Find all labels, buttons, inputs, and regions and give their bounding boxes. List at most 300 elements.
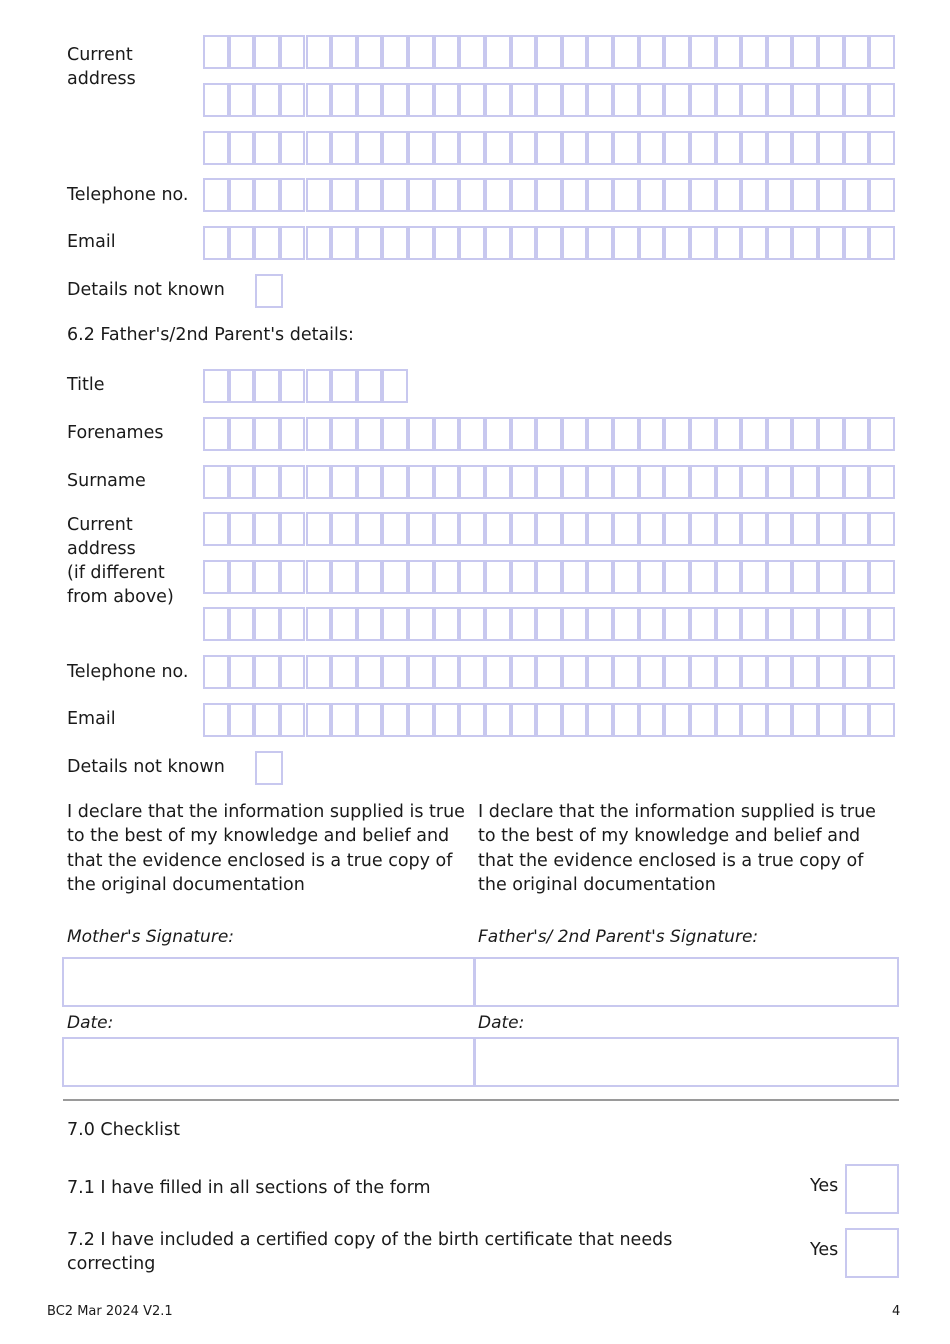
character-box[interactable] [408, 83, 434, 117]
character-box[interactable] [229, 35, 255, 69]
character-box[interactable] [280, 178, 306, 212]
character-box[interactable] [485, 512, 511, 546]
character-box[interactable] [818, 703, 844, 737]
character-box[interactable] [331, 560, 357, 594]
character-box[interactable] [280, 83, 306, 117]
character-box[interactable] [408, 131, 434, 165]
character-box[interactable] [869, 655, 895, 689]
mother-address-line-2-field[interactable] [203, 83, 897, 117]
character-box[interactable] [254, 35, 280, 69]
character-box[interactable] [331, 512, 357, 546]
character-box[interactable] [357, 560, 383, 594]
character-box[interactable] [664, 178, 690, 212]
character-box[interactable] [382, 417, 408, 451]
character-box[interactable] [203, 178, 229, 212]
character-box[interactable] [434, 131, 460, 165]
character-box[interactable] [792, 607, 818, 641]
character-box[interactable] [767, 465, 793, 499]
character-box[interactable] [664, 560, 690, 594]
character-box[interactable] [639, 655, 665, 689]
character-box[interactable] [664, 131, 690, 165]
character-box[interactable] [254, 560, 280, 594]
father-address-line-3-field[interactable] [203, 607, 897, 641]
character-box[interactable] [613, 655, 639, 689]
character-box[interactable] [280, 607, 306, 641]
character-box[interactable] [741, 178, 767, 212]
character-box[interactable] [254, 226, 280, 260]
character-box[interactable] [485, 607, 511, 641]
character-box[interactable] [844, 131, 870, 165]
character-box[interactable] [203, 83, 229, 117]
character-box[interactable] [613, 417, 639, 451]
character-box[interactable] [741, 83, 767, 117]
father-email-field[interactable] [203, 703, 897, 737]
character-box[interactable] [485, 131, 511, 165]
character-box[interactable] [741, 512, 767, 546]
character-box[interactable] [690, 131, 716, 165]
character-box[interactable] [818, 560, 844, 594]
character-box[interactable] [818, 465, 844, 499]
character-box[interactable] [613, 607, 639, 641]
character-box[interactable] [434, 83, 460, 117]
character-box[interactable] [203, 35, 229, 69]
character-box[interactable] [536, 417, 562, 451]
character-box[interactable] [229, 703, 255, 737]
character-box[interactable] [331, 607, 357, 641]
character-box[interactable] [357, 417, 383, 451]
character-box[interactable] [767, 560, 793, 594]
character-box[interactable] [434, 607, 460, 641]
character-box[interactable] [639, 703, 665, 737]
character-box[interactable] [818, 512, 844, 546]
character-box[interactable] [511, 560, 537, 594]
character-box[interactable] [459, 607, 485, 641]
character-box[interactable] [203, 655, 229, 689]
character-box[interactable] [357, 369, 383, 403]
character-box[interactable] [408, 703, 434, 737]
character-box[interactable] [536, 512, 562, 546]
character-box[interactable] [229, 655, 255, 689]
character-box[interactable] [485, 226, 511, 260]
character-box[interactable] [767, 35, 793, 69]
character-box[interactable] [716, 560, 742, 594]
character-box[interactable] [844, 703, 870, 737]
character-box[interactable] [767, 512, 793, 546]
character-box[interactable] [254, 465, 280, 499]
mother-not-known-checkbox[interactable] [255, 274, 283, 308]
character-box[interactable] [408, 560, 434, 594]
father-forenames-field[interactable] [203, 417, 897, 451]
character-box[interactable] [434, 417, 460, 451]
character-box[interactable] [229, 131, 255, 165]
character-box[interactable] [229, 178, 255, 212]
character-box[interactable] [562, 178, 588, 212]
character-box[interactable] [690, 560, 716, 594]
character-box[interactable] [562, 560, 588, 594]
character-box[interactable] [203, 512, 229, 546]
character-box[interactable] [844, 35, 870, 69]
character-box[interactable] [792, 417, 818, 451]
character-box[interactable] [459, 131, 485, 165]
character-box[interactable] [382, 83, 408, 117]
character-box[interactable] [306, 560, 332, 594]
character-box[interactable] [511, 226, 537, 260]
character-box[interactable] [818, 83, 844, 117]
character-box[interactable] [767, 226, 793, 260]
character-box[interactable] [459, 417, 485, 451]
character-box[interactable] [203, 226, 229, 260]
character-box[interactable] [639, 83, 665, 117]
mother-address-line-3-field[interactable] [203, 131, 897, 165]
character-box[interactable] [229, 369, 255, 403]
character-box[interactable] [459, 83, 485, 117]
character-box[interactable] [844, 655, 870, 689]
character-box[interactable] [844, 83, 870, 117]
character-box[interactable] [741, 226, 767, 260]
character-box[interactable] [459, 226, 485, 260]
character-box[interactable] [690, 83, 716, 117]
character-box[interactable] [716, 35, 742, 69]
character-box[interactable] [664, 465, 690, 499]
character-box[interactable] [664, 655, 690, 689]
character-box[interactable] [562, 131, 588, 165]
character-box[interactable] [511, 178, 537, 212]
character-box[interactable] [844, 560, 870, 594]
character-box[interactable] [562, 417, 588, 451]
character-box[interactable] [562, 465, 588, 499]
character-box[interactable] [229, 560, 255, 594]
character-box[interactable] [511, 607, 537, 641]
character-box[interactable] [587, 512, 613, 546]
mother-date-field[interactable] [62, 1037, 476, 1087]
character-box[interactable] [408, 655, 434, 689]
father-address-line-1-field[interactable] [203, 512, 897, 546]
character-box[interactable] [767, 131, 793, 165]
character-box[interactable] [434, 703, 460, 737]
character-box[interactable] [664, 226, 690, 260]
character-box[interactable] [357, 131, 383, 165]
character-box[interactable] [690, 178, 716, 212]
character-box[interactable] [869, 131, 895, 165]
character-box[interactable] [536, 35, 562, 69]
character-box[interactable] [792, 83, 818, 117]
character-box[interactable] [536, 83, 562, 117]
character-box[interactable] [613, 560, 639, 594]
character-box[interactable] [229, 83, 255, 117]
character-box[interactable] [536, 560, 562, 594]
character-box[interactable] [741, 131, 767, 165]
character-box[interactable] [664, 703, 690, 737]
character-box[interactable] [767, 607, 793, 641]
character-box[interactable] [818, 131, 844, 165]
character-box[interactable] [767, 417, 793, 451]
character-box[interactable] [690, 512, 716, 546]
character-box[interactable] [741, 465, 767, 499]
character-box[interactable] [382, 560, 408, 594]
character-box[interactable] [459, 465, 485, 499]
character-box[interactable] [485, 178, 511, 212]
character-box[interactable] [792, 560, 818, 594]
character-box[interactable] [357, 607, 383, 641]
character-box[interactable] [331, 465, 357, 499]
character-box[interactable] [562, 607, 588, 641]
character-box[interactable] [818, 35, 844, 69]
character-box[interactable] [331, 655, 357, 689]
character-box[interactable] [357, 655, 383, 689]
character-box[interactable] [844, 226, 870, 260]
character-box[interactable] [203, 607, 229, 641]
character-box[interactable] [690, 607, 716, 641]
character-box[interactable] [306, 417, 332, 451]
character-box[interactable] [254, 369, 280, 403]
character-box[interactable] [792, 226, 818, 260]
character-box[interactable] [331, 369, 357, 403]
character-box[interactable] [639, 226, 665, 260]
father-date-field[interactable] [473, 1037, 899, 1087]
character-box[interactable] [562, 703, 588, 737]
character-box[interactable] [716, 83, 742, 117]
character-box[interactable] [306, 607, 332, 641]
character-box[interactable] [229, 607, 255, 641]
character-box[interactable] [536, 655, 562, 689]
father-telephone-field[interactable] [203, 655, 897, 689]
character-box[interactable] [408, 417, 434, 451]
character-box[interactable] [716, 607, 742, 641]
character-box[interactable] [767, 83, 793, 117]
character-box[interactable] [331, 131, 357, 165]
character-box[interactable] [613, 512, 639, 546]
character-box[interactable] [613, 131, 639, 165]
character-box[interactable] [408, 35, 434, 69]
character-box[interactable] [741, 560, 767, 594]
character-box[interactable] [664, 83, 690, 117]
character-box[interactable] [382, 655, 408, 689]
character-box[interactable] [716, 512, 742, 546]
character-box[interactable] [434, 35, 460, 69]
character-box[interactable] [741, 703, 767, 737]
character-box[interactable] [792, 512, 818, 546]
character-box[interactable] [869, 35, 895, 69]
character-box[interactable] [459, 703, 485, 737]
character-box[interactable] [664, 512, 690, 546]
character-box[interactable] [382, 369, 408, 403]
character-box[interactable] [511, 512, 537, 546]
character-box[interactable] [280, 703, 306, 737]
character-box[interactable] [280, 655, 306, 689]
character-box[interactable] [511, 655, 537, 689]
character-box[interactable] [382, 703, 408, 737]
character-box[interactable] [434, 655, 460, 689]
character-box[interactable] [664, 607, 690, 641]
character-box[interactable] [792, 655, 818, 689]
character-box[interactable] [306, 83, 332, 117]
character-box[interactable] [203, 417, 229, 451]
character-box[interactable] [459, 655, 485, 689]
character-box[interactable] [280, 35, 306, 69]
father-signature-field[interactable] [473, 957, 899, 1007]
character-box[interactable] [869, 417, 895, 451]
character-box[interactable] [844, 417, 870, 451]
character-box[interactable] [229, 417, 255, 451]
character-box[interactable] [767, 178, 793, 212]
character-box[interactable] [792, 131, 818, 165]
character-box[interactable] [639, 560, 665, 594]
character-box[interactable] [357, 226, 383, 260]
character-box[interactable] [741, 607, 767, 641]
character-box[interactable] [869, 512, 895, 546]
character-box[interactable] [741, 417, 767, 451]
character-box[interactable] [254, 131, 280, 165]
character-box[interactable] [357, 83, 383, 117]
character-box[interactable] [485, 655, 511, 689]
character-box[interactable] [382, 178, 408, 212]
character-box[interactable] [203, 560, 229, 594]
character-box[interactable] [254, 83, 280, 117]
character-box[interactable] [485, 83, 511, 117]
character-box[interactable] [562, 226, 588, 260]
character-box[interactable] [459, 35, 485, 69]
character-box[interactable] [613, 465, 639, 499]
character-box[interactable] [792, 178, 818, 212]
character-box[interactable] [716, 703, 742, 737]
character-box[interactable] [254, 417, 280, 451]
character-box[interactable] [331, 35, 357, 69]
character-box[interactable] [357, 512, 383, 546]
character-box[interactable] [639, 512, 665, 546]
character-box[interactable] [511, 83, 537, 117]
character-box[interactable] [511, 703, 537, 737]
character-box[interactable] [869, 83, 895, 117]
mother-signature-field[interactable] [62, 957, 476, 1007]
character-box[interactable] [229, 512, 255, 546]
character-box[interactable] [818, 607, 844, 641]
character-box[interactable] [485, 560, 511, 594]
character-box[interactable] [408, 607, 434, 641]
character-box[interactable] [254, 512, 280, 546]
character-box[interactable] [280, 512, 306, 546]
character-box[interactable] [408, 178, 434, 212]
character-box[interactable] [562, 655, 588, 689]
character-box[interactable] [280, 560, 306, 594]
character-box[interactable] [613, 178, 639, 212]
character-box[interactable] [562, 35, 588, 69]
character-box[interactable] [587, 465, 613, 499]
character-box[interactable] [767, 703, 793, 737]
character-box[interactable] [664, 417, 690, 451]
character-box[interactable] [587, 83, 613, 117]
character-box[interactable] [613, 703, 639, 737]
mother-telephone-field[interactable] [203, 178, 897, 212]
character-box[interactable] [869, 178, 895, 212]
character-box[interactable] [357, 35, 383, 69]
character-box[interactable] [844, 178, 870, 212]
character-box[interactable] [639, 35, 665, 69]
character-box[interactable] [587, 417, 613, 451]
character-box[interactable] [587, 560, 613, 594]
father-address-line-2-field[interactable] [203, 560, 897, 594]
character-box[interactable] [844, 465, 870, 499]
character-box[interactable] [331, 178, 357, 212]
character-box[interactable] [587, 655, 613, 689]
character-box[interactable] [306, 131, 332, 165]
character-box[interactable] [434, 178, 460, 212]
character-box[interactable] [382, 512, 408, 546]
character-box[interactable] [690, 35, 716, 69]
character-box[interactable] [306, 226, 332, 260]
character-box[interactable] [818, 417, 844, 451]
father-not-known-checkbox[interactable] [255, 751, 283, 785]
character-box[interactable] [562, 512, 588, 546]
character-box[interactable] [203, 369, 229, 403]
character-box[interactable] [587, 703, 613, 737]
character-box[interactable] [587, 131, 613, 165]
character-box[interactable] [331, 703, 357, 737]
character-box[interactable] [869, 226, 895, 260]
character-box[interactable] [382, 131, 408, 165]
character-box[interactable] [639, 607, 665, 641]
character-box[interactable] [690, 703, 716, 737]
character-box[interactable] [280, 131, 306, 165]
character-box[interactable] [408, 465, 434, 499]
character-box[interactable] [587, 178, 613, 212]
character-box[interactable] [869, 607, 895, 641]
character-box[interactable] [536, 465, 562, 499]
character-box[interactable] [511, 417, 537, 451]
character-box[interactable] [536, 131, 562, 165]
character-box[interactable] [511, 465, 537, 499]
character-box[interactable] [254, 703, 280, 737]
character-box[interactable] [280, 226, 306, 260]
character-box[interactable] [869, 560, 895, 594]
character-box[interactable] [690, 655, 716, 689]
character-box[interactable] [587, 607, 613, 641]
character-box[interactable] [511, 35, 537, 69]
character-box[interactable] [639, 465, 665, 499]
character-box[interactable] [408, 226, 434, 260]
character-box[interactable] [203, 465, 229, 499]
character-box[interactable] [357, 703, 383, 737]
character-box[interactable] [306, 178, 332, 212]
character-box[interactable] [716, 226, 742, 260]
character-box[interactable] [818, 226, 844, 260]
character-box[interactable] [536, 607, 562, 641]
character-box[interactable] [536, 178, 562, 212]
character-box[interactable] [716, 178, 742, 212]
father-surname-field[interactable] [203, 465, 897, 499]
character-box[interactable] [306, 35, 332, 69]
character-box[interactable] [613, 83, 639, 117]
character-box[interactable] [331, 83, 357, 117]
checklist-item-1-checkbox[interactable] [845, 1164, 899, 1214]
father-title-field[interactable] [203, 369, 410, 403]
character-box[interactable] [485, 35, 511, 69]
mother-address-line-1-field[interactable] [203, 35, 897, 69]
character-box[interactable] [229, 465, 255, 499]
character-box[interactable] [844, 607, 870, 641]
character-box[interactable] [818, 178, 844, 212]
character-box[interactable] [408, 512, 434, 546]
character-box[interactable] [485, 465, 511, 499]
character-box[interactable] [511, 131, 537, 165]
character-box[interactable] [331, 226, 357, 260]
mother-email-field[interactable] [203, 226, 897, 260]
character-box[interactable] [587, 35, 613, 69]
character-box[interactable] [280, 417, 306, 451]
character-box[interactable] [639, 178, 665, 212]
character-box[interactable] [690, 417, 716, 451]
character-box[interactable] [818, 655, 844, 689]
character-box[interactable] [434, 560, 460, 594]
